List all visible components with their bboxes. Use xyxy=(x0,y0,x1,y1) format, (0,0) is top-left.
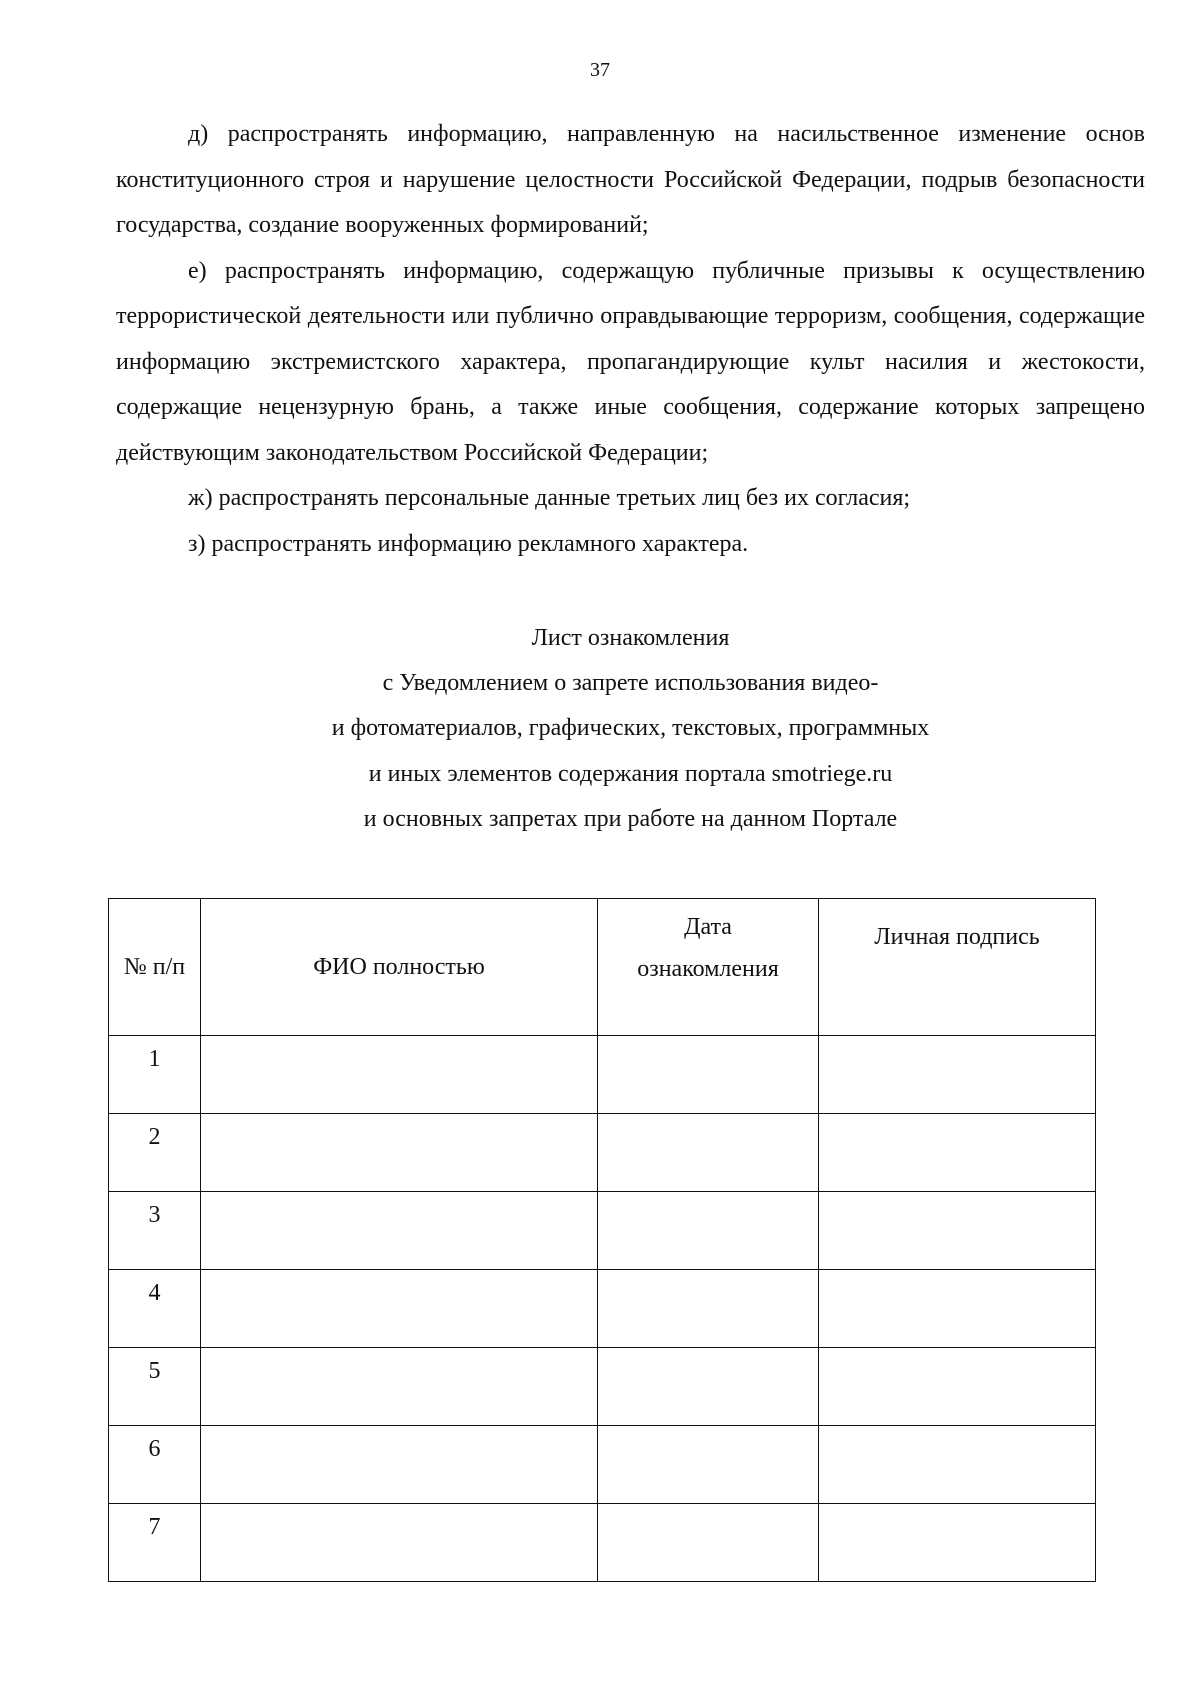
page-number: 37 xyxy=(590,59,610,81)
paragraph-d: д) распространять информацию, направленную на насильственное изменение основ конституционного строя и нарушение целостности Российской Федерации, подрыв безопасности государства, создание вооруженных формирований; xyxy=(116,121,1145,238)
full-name-cell[interactable] xyxy=(201,1426,598,1504)
row-number: 7 xyxy=(109,1504,201,1582)
prohibitions-list xyxy=(116,112,1145,567)
table-row xyxy=(109,1192,1096,1270)
heading-line: с Уведомлением о запрете использования видео- xyxy=(382,670,879,697)
acknowledgement-table xyxy=(108,898,1096,1582)
paragraph-zh: ж) распространять персональные данные третьих лиц без их согласия; xyxy=(188,485,911,511)
full-name-cell[interactable] xyxy=(201,1036,598,1114)
header-date-line1: Дата xyxy=(684,914,732,940)
table-row xyxy=(109,1036,1096,1114)
full-name-cell[interactable] xyxy=(201,1504,598,1582)
signature-cell[interactable] xyxy=(819,1270,1096,1348)
table-header-row xyxy=(109,899,1096,1036)
date-cell[interactable] xyxy=(598,1114,819,1192)
signature-cell[interactable] xyxy=(819,1192,1096,1270)
date-cell[interactable] xyxy=(598,1348,819,1426)
full-name-cell[interactable] xyxy=(201,1348,598,1426)
table-row xyxy=(109,1426,1096,1504)
row-number: 5 xyxy=(109,1348,201,1426)
heading-line: и иных элементов содержания портала smotriege.ru xyxy=(368,760,893,787)
row-number: 4 xyxy=(109,1270,201,1348)
table-row xyxy=(109,1504,1096,1582)
header-full-name: ФИО полностью xyxy=(201,899,598,1036)
header-signature: Личная подпись xyxy=(819,899,1096,1036)
heading-line: Лист ознакомления xyxy=(531,625,730,651)
table-row xyxy=(109,1348,1096,1426)
signature-cell[interactable] xyxy=(819,1036,1096,1114)
row-number: 2 xyxy=(109,1114,201,1192)
table-row xyxy=(109,1114,1096,1192)
header-number: № п/п xyxy=(109,899,201,1036)
header-date xyxy=(598,899,819,1036)
acknowledgement-heading xyxy=(116,616,1145,842)
signature-cell[interactable] xyxy=(819,1348,1096,1426)
heading-line: и основных запретах при работе на данном Портале xyxy=(363,805,898,832)
date-cell[interactable] xyxy=(598,1270,819,1348)
row-number: 1 xyxy=(109,1036,201,1114)
paragraph-z: з) распространять информацию рекламного характера. xyxy=(188,530,749,557)
full-name-cell[interactable] xyxy=(201,1114,598,1192)
row-number: 3 xyxy=(109,1192,201,1270)
signature-cell[interactable] xyxy=(819,1426,1096,1504)
heading-line: и фотоматериалов, графических, текстовых, программных xyxy=(331,715,930,742)
date-cell[interactable] xyxy=(598,1426,819,1504)
full-name-cell[interactable] xyxy=(201,1192,598,1270)
date-cell[interactable] xyxy=(598,1192,819,1270)
date-cell[interactable] xyxy=(598,1036,819,1114)
row-number: 6 xyxy=(109,1426,201,1504)
header-date-line2: ознакомления xyxy=(637,956,779,982)
signature-cell[interactable] xyxy=(819,1504,1096,1582)
paragraph-e: е) распространять информацию, содержащую публичные призывы к осуществлению террористической деятельности или публично оправдывающие терроризм, сообщения, содержащие информацию экстремистского характера, пропагандирующие культ насилия и жестокости, содержащие нецензурную брань, а также иные сообщения, содержание которых запрещено действующим законодательством Российской Федерации; xyxy=(116,257,1145,466)
full-name-cell[interactable] xyxy=(201,1270,598,1348)
date-cell[interactable] xyxy=(598,1504,819,1582)
signature-cell[interactable] xyxy=(819,1114,1096,1192)
table-row xyxy=(109,1270,1096,1348)
